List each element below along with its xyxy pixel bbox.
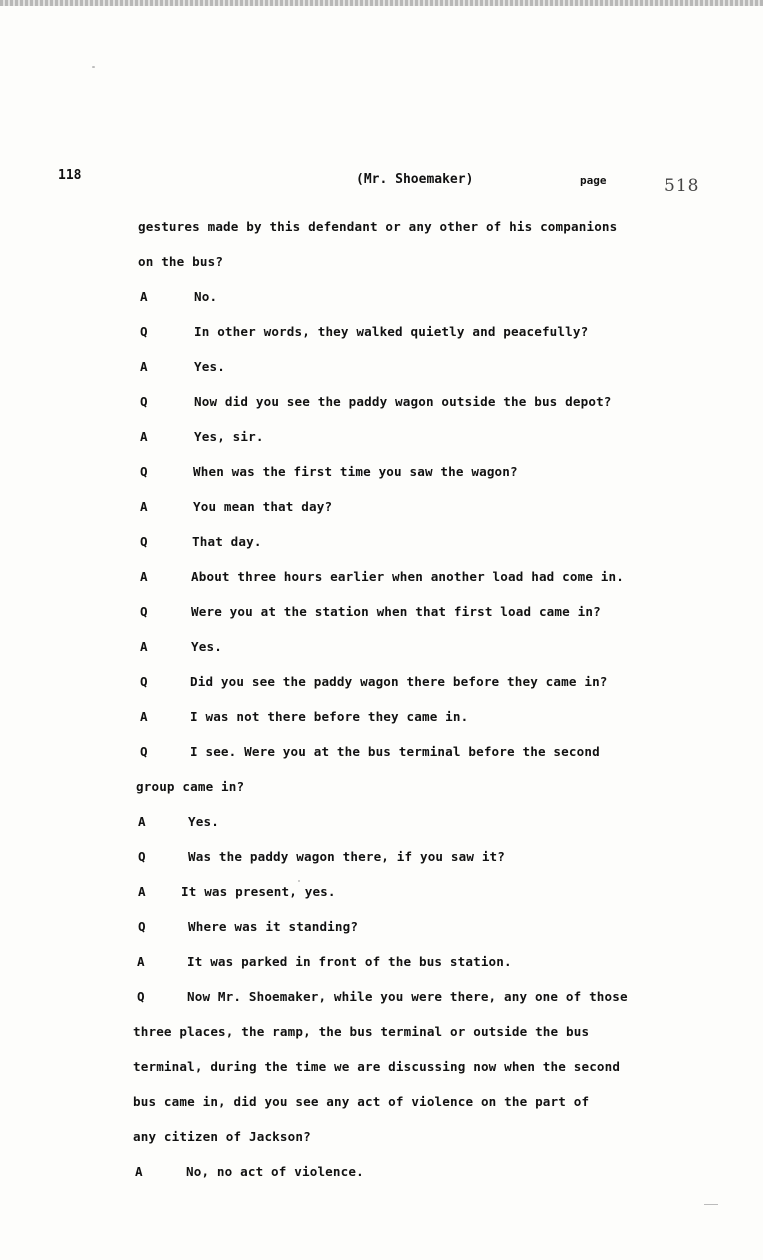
transcript-line-text: Were you at the station when that first load came in? — [191, 604, 601, 619]
transcript-line-text: Yes. — [188, 814, 219, 829]
speaker-marker: Q — [140, 534, 148, 549]
scan-speck — [92, 66, 95, 68]
transcript-line-text: on the bus? — [138, 254, 224, 269]
speaker-marker: A — [140, 569, 148, 584]
transcript-line-text: About three hours earlier when another load had come in. — [191, 569, 624, 584]
transcript-line-text: Yes. — [191, 639, 222, 654]
speaker-marker: Q — [138, 919, 146, 934]
speaker-marker: Q — [140, 744, 148, 759]
scan-top-edge — [0, 0, 763, 6]
transcript-line-text: You mean that day? — [193, 499, 333, 514]
transcript-line-text: gestures made by this defendant or any other of his companions — [138, 219, 618, 234]
speaker-marker: Q — [140, 674, 148, 689]
transcript-line-text: Was the paddy wagon there, if you saw it? — [188, 849, 506, 864]
speaker-marker: Q — [140, 604, 148, 619]
page-stamp-number: 518 — [664, 176, 700, 196]
transcript-line-text: Now Mr. Shoemaker, while you were there, any one of those — [187, 989, 628, 1004]
speaker-marker: A — [140, 359, 148, 374]
transcript-line-text: Where was it standing? — [188, 919, 359, 934]
page-label: page — [580, 174, 607, 187]
speaker-marker: Q — [140, 394, 148, 409]
transcript-line-text: any citizen of Jackson? — [133, 1129, 311, 1144]
speaker-marker: A — [140, 639, 148, 654]
speaker-marker: A — [140, 499, 148, 514]
speaker-marker: A — [140, 709, 148, 724]
transcript-line-text: Now did you see the paddy wagon outside the bus depot? — [194, 394, 612, 409]
speaker-marker: Q — [137, 989, 145, 1004]
speaker-marker: A — [137, 954, 145, 969]
transcript-line-text: It was parked in front of the bus station. — [187, 954, 512, 969]
transcript-line-text: No, no act of violence. — [186, 1164, 364, 1179]
speaker-marker: A — [140, 429, 148, 444]
speaker-marker: A — [135, 1164, 143, 1179]
transcript-line-text: bus came in, did you see any act of violence on the part of — [133, 1094, 590, 1109]
transcript-line-text: terminal, during the time we are discussing now when the second — [133, 1059, 621, 1074]
transcript-line-text: It was present, yes. — [181, 884, 336, 899]
page-number: 118 — [58, 168, 82, 183]
transcript-line-text: When was the first time you saw the wagon? — [193, 464, 518, 479]
transcript-line-text: I see. Were you at the bus terminal before the second — [190, 744, 600, 759]
transcript-line-text: three places, the ramp, the bus terminal or outside the bus — [133, 1024, 590, 1039]
transcript-line-text: Did you see the paddy wagon there before they came in? — [190, 674, 608, 689]
transcript-line-text: In other words, they walked quietly and peacefully? — [194, 324, 589, 339]
speaker-marker: A — [140, 289, 148, 304]
transcript-line-text: No. — [194, 289, 218, 304]
witness-header: (Mr. Shoemaker) — [356, 172, 474, 187]
transcript-line-text: That day. — [192, 534, 262, 549]
scan-speck — [298, 880, 300, 882]
speaker-marker: Q — [140, 464, 148, 479]
speaker-marker: Q — [138, 849, 146, 864]
speaker-marker: A — [138, 814, 146, 829]
transcript-line-text: Yes. — [194, 359, 225, 374]
speaker-marker: A — [138, 884, 146, 899]
scan-speck — [704, 1204, 718, 1205]
transcript-line-text: group came in? — [136, 779, 245, 794]
transcript-line-text: I was not there before they came in. — [190, 709, 469, 724]
transcript-line-text: Yes, sir. — [194, 429, 264, 444]
speaker-marker: Q — [140, 324, 148, 339]
